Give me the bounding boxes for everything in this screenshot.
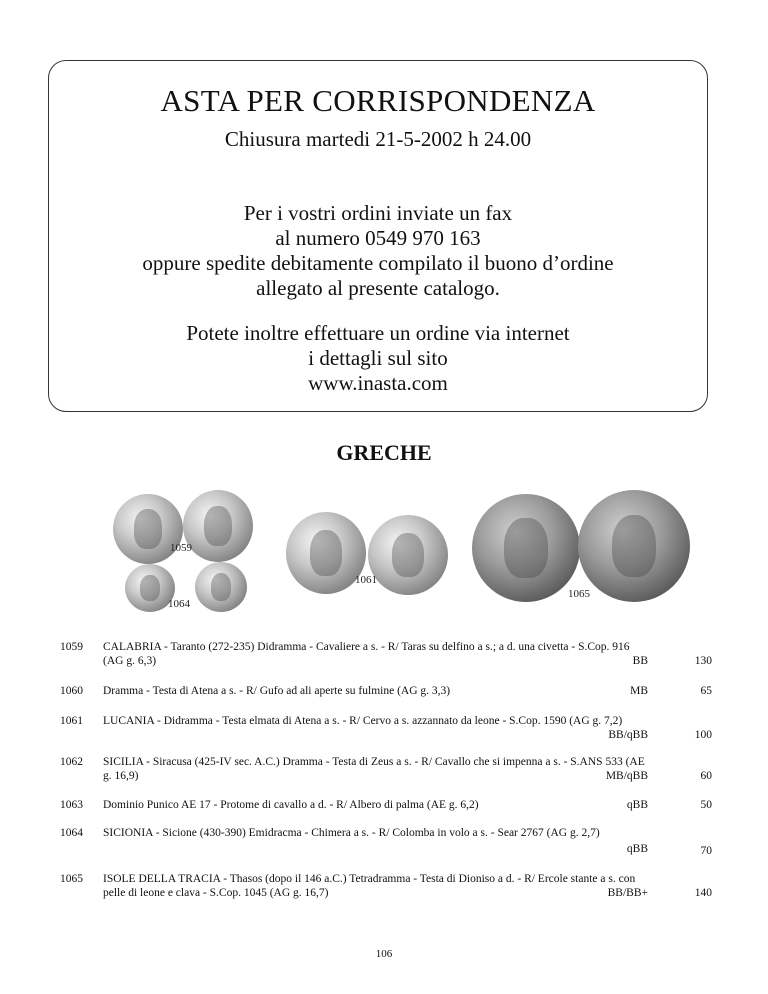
lot-number: 1060 — [60, 685, 83, 697]
instruction-line: allegato al presente catalogo. — [256, 276, 500, 300]
lot-number: 1065 — [60, 873, 83, 885]
lot-number: 1061 — [60, 715, 83, 727]
lot-number: 1059 — [60, 641, 83, 653]
lot-description: Dominio Punico AE 17 - Protome di cavallo a d. - R/ Albero di palma (AE g. 6,2) — [103, 799, 479, 811]
lot-1062 — [48, 755, 712, 785]
internet-line: Potete inoltre effettuare un ordine via internet — [186, 321, 570, 345]
lot-value: 130 — [694, 655, 712, 667]
lot-value: 65 — [700, 685, 712, 697]
lot-number: 1063 — [60, 799, 83, 811]
lot-grade: qBB — [626, 843, 648, 855]
website-link[interactable]: www.inasta.com — [308, 371, 448, 395]
lot-grade: MB — [630, 685, 648, 697]
lot-description-cont: pelle di leone e clava - S.Cop. 1045 (AG g. 16,7) — [103, 887, 329, 899]
instruction-line: Per i vostri ordini inviate un fax — [243, 201, 513, 225]
coin-1065-obverse — [472, 494, 580, 602]
coin-1061-obverse — [286, 512, 366, 594]
lot-description: ISOLE DELLA TRACIA - Thasos (dopo il 146 a.C.) Tetradramma - Testa di Dioniso a d. - R/ Ercole stante a s. con — [103, 873, 636, 885]
lot-description-cont: (AG g. 6,3) — [103, 655, 157, 667]
closing-date: Chiusura martedi 21-5-2002 h 24.00 — [224, 127, 532, 151]
lot-grade: MB/qBB — [605, 770, 648, 782]
lot-grade: BB/qBB — [608, 729, 648, 741]
lot-description: SICIONIA - Sicione (430-390) Emidracma - Chimera a s. - R/ Colomba in volo a s. - Sear 2767 (AG g. 2,7) — [103, 827, 600, 839]
internet-line: i dettagli sul sito — [308, 346, 448, 370]
coin-1059-reverse — [183, 490, 253, 562]
lot-value: 60 — [700, 770, 712, 782]
lot-1063 — [48, 798, 712, 814]
coin-label-1065: 1065 — [568, 588, 590, 600]
lot-number: 1064 — [60, 827, 83, 839]
coin-label-1061: 1061 — [355, 574, 377, 586]
lot-1061 — [48, 714, 712, 744]
lot-grade: qBB — [626, 799, 648, 811]
lot-grade: BB — [632, 655, 648, 667]
lot-1060 — [48, 684, 712, 700]
coin-1064-reverse — [195, 562, 247, 612]
coin-label-1059: 1059 — [170, 542, 192, 554]
instruction-line: al numero 0549 970 163 — [275, 226, 481, 250]
lot-description: Dramma - Testa di Atena a s. - R/ Gufo ad ali aperte su fulmine (AG g. 3,3) — [103, 685, 451, 697]
auction-title: ASTA PER CORRISPONDENZA — [160, 83, 596, 118]
coin-label-1064: 1064 — [168, 598, 190, 610]
lot-value: 50 — [700, 799, 712, 811]
internet-instructions — [49, 321, 707, 396]
lot-value: 140 — [694, 887, 712, 899]
lot-description-cont: g. 16,9) — [103, 770, 139, 782]
auction-info-box — [48, 60, 708, 412]
lot-description: SICILIA - Siracusa (425-IV sec. A.C.) Dramma - Testa di Zeus a s. - R/ Cavallo che si impenna a s. - S.ANS 533 (AE — [103, 756, 645, 768]
lot-description: LUCANIA - Didramma - Testa elmata di Atena a s. - R/ Cervo a s. azzannato da leone - S.Cop. 1590 (AG g. 7,2) — [103, 715, 623, 727]
section-title: GRECHE — [336, 440, 432, 465]
page-number: 106 — [375, 948, 393, 960]
lot-value: 100 — [694, 729, 712, 741]
lot-description: CALABRIA - Taranto (272-235) Didramma - Cavaliere a s. - R/ Taras su delfino a s.; a d. una civetta - S.Cop. 916 — [103, 641, 630, 653]
coin-1065-reverse — [578, 490, 690, 602]
coin-1061-reverse — [368, 515, 448, 595]
lot-number: 1062 — [60, 756, 83, 768]
lot-value: 70 — [700, 845, 712, 857]
lot-grade: BB/BB+ — [607, 887, 648, 899]
lot-1065 — [48, 872, 712, 902]
order-instructions — [49, 201, 707, 301]
coin-photos — [0, 480, 768, 620]
instruction-line: oppure spedite debitamente compilato il buono d’ordine — [142, 251, 614, 275]
lot-1064 — [48, 826, 712, 856]
lot-1059 — [48, 640, 712, 670]
